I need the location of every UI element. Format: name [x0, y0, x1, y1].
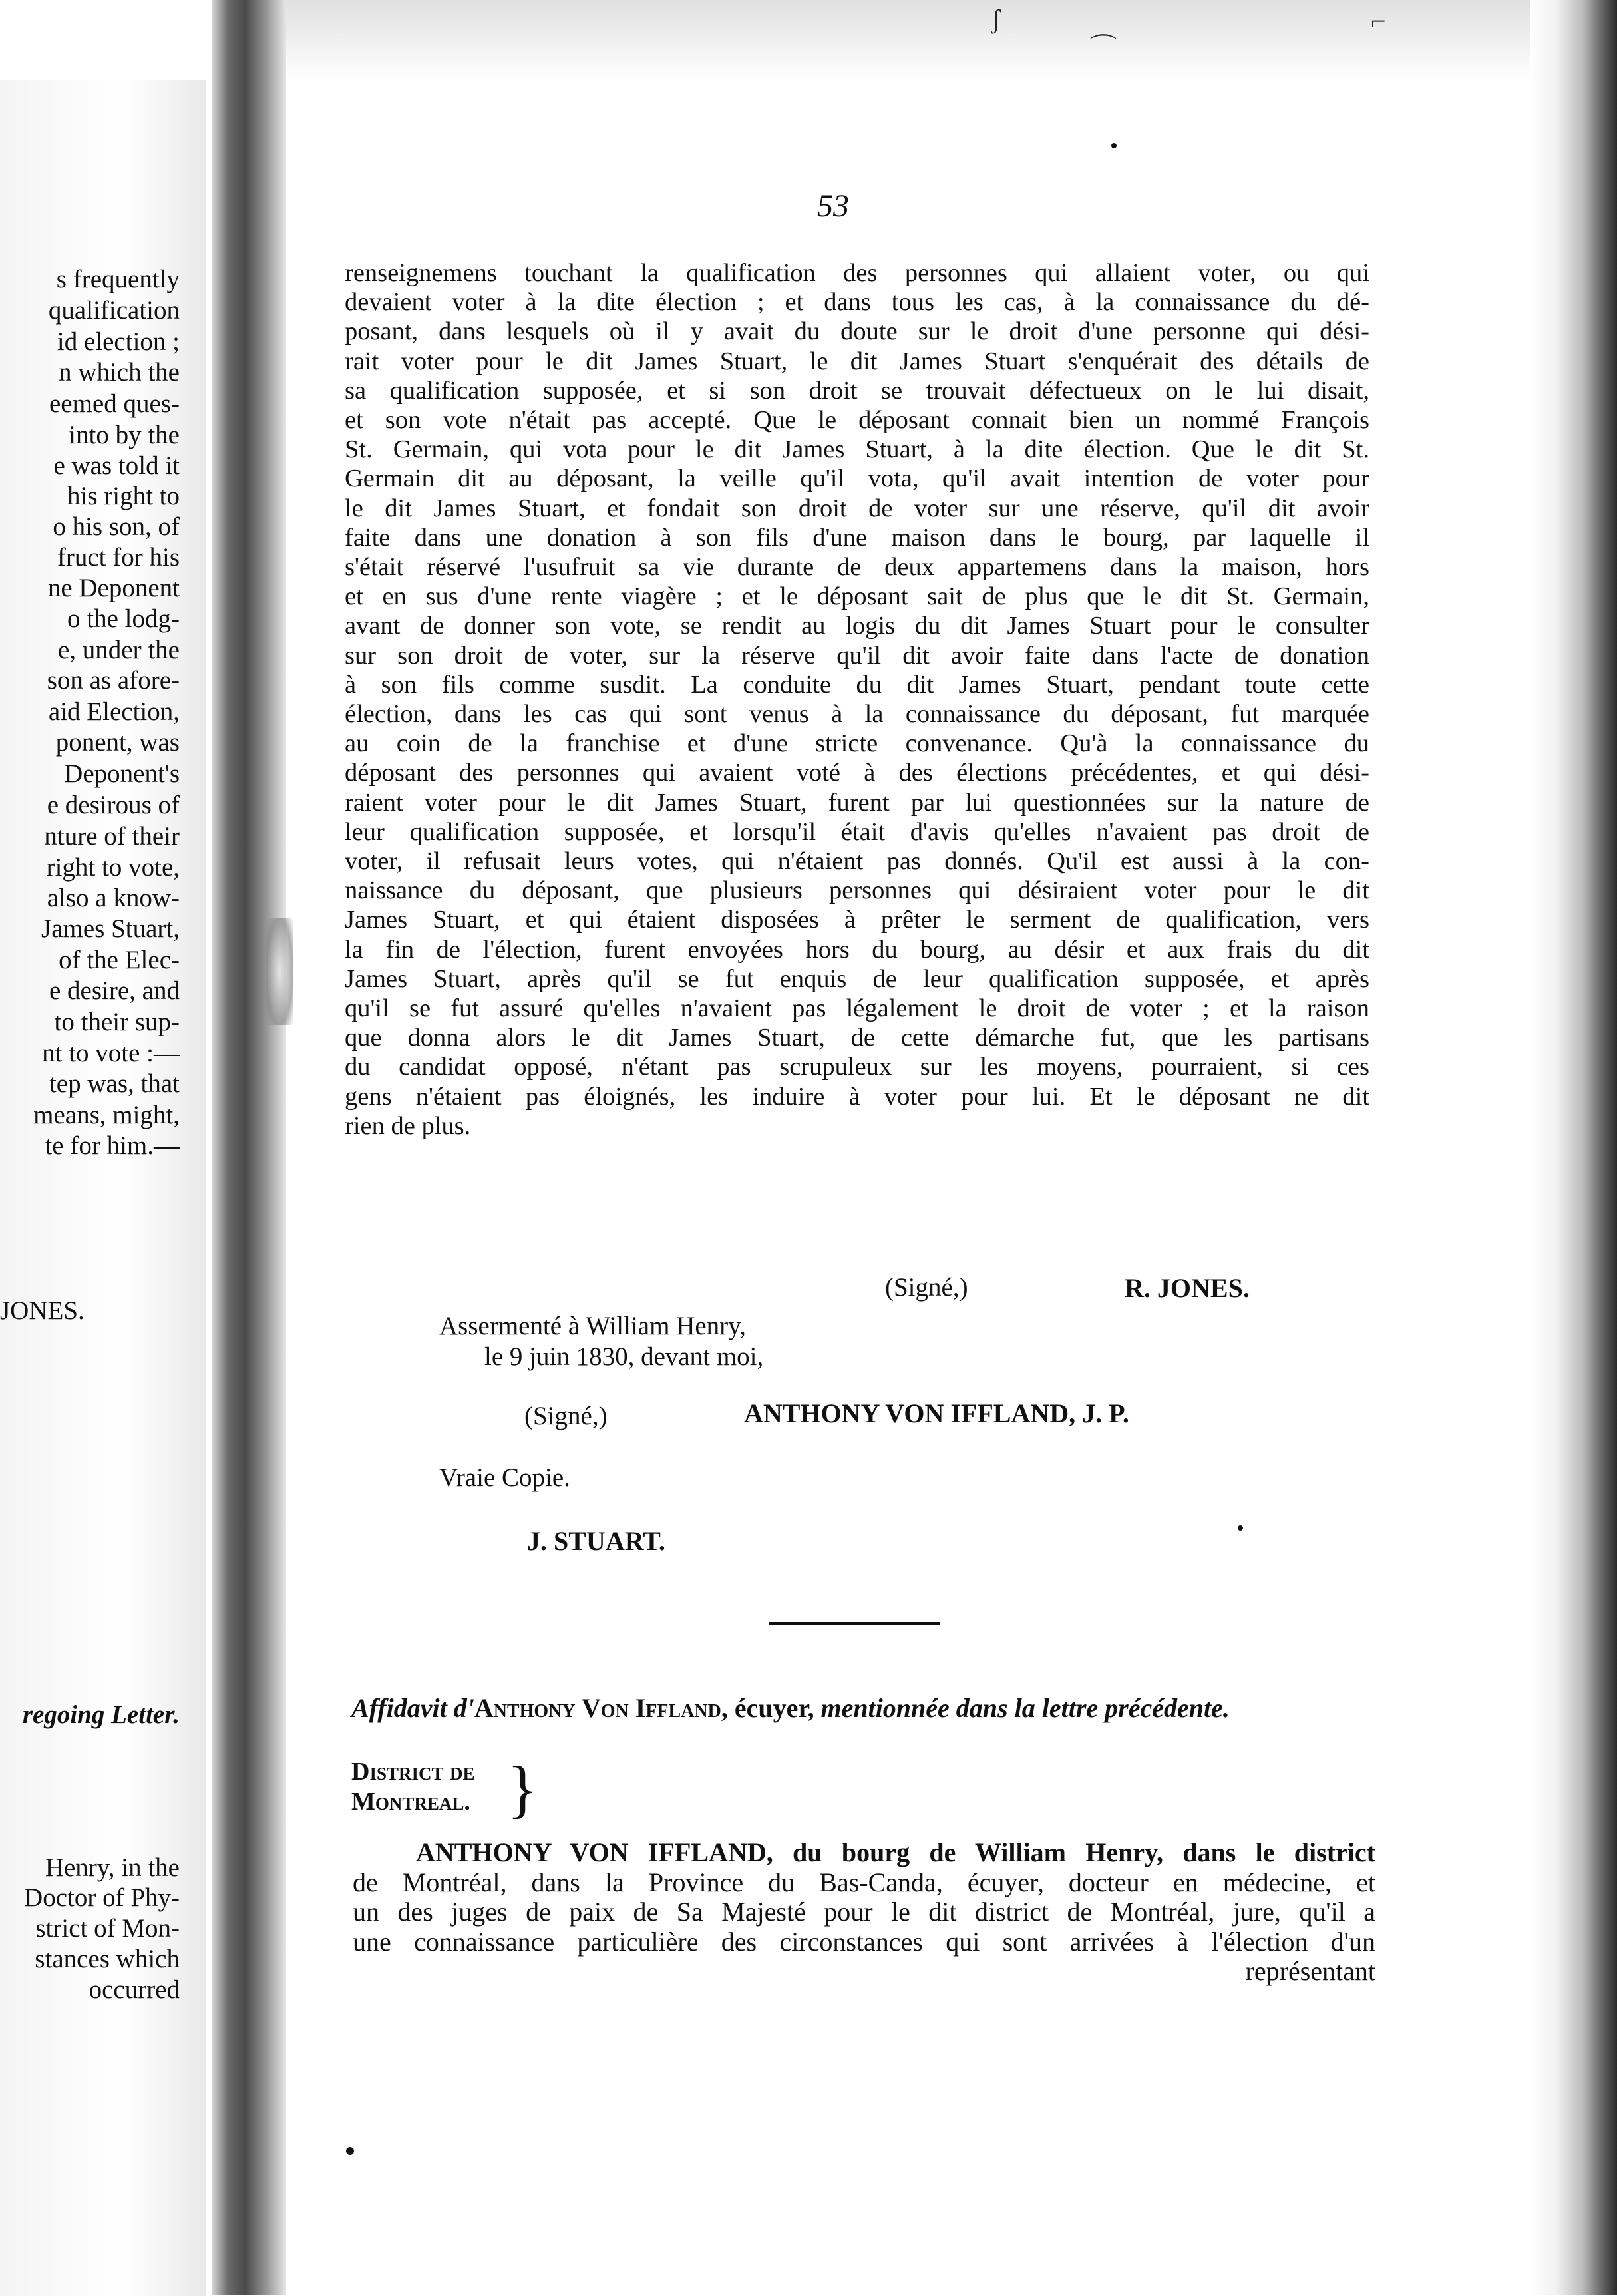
pencil-mark-icon: ⌒	[1090, 33, 1117, 63]
left-fragment-line: to their sup-	[54, 1008, 180, 1036]
body-line: faite dans une donation à son fils d'une maison dans le bourg, par laquelle il	[345, 523, 1369, 552]
left-fragment-line: o the lodg-	[67, 604, 180, 633]
left-fragment-line: Doctor of Phy-	[24, 1883, 180, 1912]
affidavit-heading	[351, 1692, 1230, 1724]
paper-damage	[266, 918, 293, 1025]
left-fragment-heading: regoing Letter.	[22, 1700, 180, 1729]
affidavit-line: de Montréal, dans la Province du Bas-Canda, écuyer, docteur en médecine, et	[353, 1867, 1375, 1897]
left-fragment-line: also a know-	[47, 884, 180, 912]
signe-label-2: (Signé,)	[524, 1402, 608, 1430]
body-line: James Stuart, et qui étaient disposées à prêter le serment de qualification, vers	[345, 906, 1369, 934]
left-fragment-line: e desire, and	[49, 976, 180, 1005]
body-line: sa qualification supposée, et si son droit se trouvait défectueux on le lui disait,	[345, 376, 1369, 405]
body-line: gens n'étaient pas éloignés, les induire à voter pour lui. Et le déposant ne dit	[345, 1082, 1369, 1111]
left-fragment-line: o his son, of	[53, 512, 180, 541]
sworn-line-2: le 9 juin 1830, devant moi,	[484, 1342, 764, 1371]
heading-name: Anthony Von Iffland,	[474, 1693, 728, 1723]
affidavit-body	[353, 1838, 1375, 1987]
body-line: avant de donner son vote, se rendit au logis du dit James Stuart pour le consulter	[345, 612, 1369, 640]
left-fragment-line: e was told it	[53, 451, 180, 480]
pencil-mark-icon: ʃ	[991, 4, 1001, 34]
body-line: et son vote n'était pas accepté. Que le déposant connait bien un nommé François	[345, 406, 1369, 435]
left-fragment-line: e, under the	[57, 636, 180, 664]
left-fragment-line: of the Elec-	[59, 946, 180, 974]
body-line: s'était réservé l'usufruit sa vie durante de deux appartemens dans la maison, hors	[345, 553, 1369, 582]
body-line: voter, il refusait leurs votes, qui n'étaient pas donnés. Qu'il est aussi à la con-	[345, 847, 1369, 876]
left-fragment-line: qualification	[48, 296, 180, 325]
page-number: 53	[817, 188, 849, 224]
body-line: et en sus d'une rente viagère ; et le déposant sait de plus que le dit St. Germain,	[345, 582, 1369, 611]
copy-label: Vraie Copie.	[439, 1463, 570, 1492]
left-fragment-line: means, might,	[33, 1101, 180, 1129]
left-fragment-line: nt to vote :—	[42, 1039, 180, 1067]
deposition-body	[345, 258, 1369, 1141]
body-line: posant, dans lesquels où il y avait du doute sur le droit d'une personne qui dési-	[345, 317, 1369, 346]
affidavit-line: une connaissance particulière des circonstances qui sont arrivées à l'élection d'un	[353, 1926, 1375, 1957]
scan-speck	[1111, 143, 1117, 148]
left-fragment-line: te for him.—	[45, 1131, 180, 1160]
body-line: renseignemens touchant la qualification des personnes qui allaient voter, ou qui	[345, 259, 1369, 287]
brace-icon: }	[507, 1753, 538, 1824]
affidavit-line: un des juges de paix de Sa Majesté pour le dit district de Montréal, jure, qu'il a	[353, 1897, 1375, 1927]
left-fragment-line: his right to	[67, 482, 180, 510]
body-line: du candidat opposé, n'étant pas scrupuleux sur les moyens, pourraient, si ces	[345, 1053, 1369, 1081]
left-fragment-line: s frequently	[56, 265, 180, 293]
body-line: que donna alors le dit James Stuart, de cette démarche fut, que les partisans	[345, 1024, 1369, 1052]
left-fragment-line: stances which	[35, 1945, 180, 1973]
sworn-line-1: Assermenté à William Henry,	[439, 1312, 746, 1340]
district-label: District de	[351, 1758, 475, 1786]
scan-speck	[1238, 1525, 1243, 1531]
left-fragment-line: n which the	[59, 358, 180, 387]
left-fragment-line: James Stuart,	[41, 914, 180, 943]
left-fragment-line: Deponent's	[64, 759, 180, 788]
heading-part-1: Affidavit d'	[351, 1693, 474, 1723]
book-gutter	[212, 0, 286, 2295]
left-fragment-line: into by the	[69, 421, 180, 449]
top-page-edge	[286, 0, 1530, 80]
body-line: rien de plus.	[345, 1111, 471, 1140]
left-fragment-line: son as afore-	[47, 666, 180, 695]
left-fragment-line: nture of their	[44, 822, 180, 851]
body-line: le dit James Stuart, et fondait son droit de voter sur une réserve, qu'il dit avoir	[345, 494, 1369, 522]
body-line: leur qualification supposée, et lorsqu'il était d'avis qu'elles n'avaient pas droit de	[345, 817, 1369, 846]
left-fragment-line: Henry, in the	[45, 1853, 180, 1882]
left-fragment-line: right to vote,	[46, 853, 180, 882]
left-fragment-line: ne Deponent	[47, 574, 180, 602]
heading-part-2: écuyer,	[727, 1693, 814, 1723]
left-fragment-line: tep was, that	[49, 1069, 180, 1098]
body-line: qu'il se fut assuré qu'elles n'avaient pas légalement le droit de voter ; et la raison	[345, 994, 1369, 1023]
body-line: la fin de l'élection, furent envoyées hors du bourg, au désir et aux frais du dit	[345, 935, 1369, 964]
district-name: Montreal.	[351, 1788, 470, 1816]
section-divider	[769, 1622, 940, 1625]
left-fragment-line: aid Election,	[48, 697, 180, 726]
body-line: Germain dit au déposant, la veille qu'il vota, qu'il avait intention de voter pour	[345, 465, 1369, 493]
body-line: devaient voter à la dite élection ; et dans tous les cas, à la connaissance du dé-	[345, 288, 1369, 317]
left-fragment-line: eemed ques-	[49, 389, 180, 418]
affidavit-catchword: représentant	[1245, 1956, 1375, 1986]
left-fragment-line: fruct for his	[57, 543, 180, 572]
left-fragment-signer: JONES.	[0, 1296, 85, 1325]
left-fragment-line: id election ;	[57, 327, 180, 356]
signer-iffland: ANTHONY VON IFFLAND, J. P.	[744, 1398, 1129, 1428]
body-line: St. Germain, qui vota pour le dit James Stuart, à la dite élection. Que le dit St.	[345, 435, 1369, 464]
left-fragment-line: ponent, was	[55, 728, 180, 757]
left-fragment-line: e desirous of	[47, 791, 180, 819]
body-line: rait voter pour le dit James Stuart, le dit James Stuart s'enquérait des détails de	[345, 347, 1369, 375]
pencil-mark-icon: ⌐	[1371, 6, 1386, 36]
scan-speck	[346, 2147, 354, 2155]
body-line: naissance du déposant, que plusieurs personnes qui désiraient voter pour le dit	[345, 876, 1369, 905]
signer-r-jones: R. JONES.	[1125, 1273, 1250, 1303]
signe-label-1: (Signé,)	[885, 1273, 968, 1302]
body-line: déposant des personnes qui avaient voté à des élections précédentes, et qui dési-	[345, 759, 1369, 787]
left-fragment-line: strict of Mon-	[35, 1914, 180, 1943]
body-line: au coin de la franchise et d'une stricte convenance. Qu'à la connaissance du	[345, 729, 1369, 758]
copy-signer: J. STUART.	[527, 1526, 665, 1556]
affidavit-line: ANTHONY VON IFFLAND, du bourg de William Henry, dans le district	[416, 1837, 1375, 1867]
heading-part-3: mentionnée dans la lettre précédente.	[814, 1693, 1230, 1723]
body-line: James Stuart, après qu'il se fut enquis de leur qualification supposée, et après	[345, 964, 1369, 993]
body-line: sur son droit de voter, sur la réserve qu'il dit avoir faite dans l'acte de donation	[345, 641, 1369, 670]
body-line: à son fils comme susdit. La conduite du dit James Stuart, pendant toute cette	[345, 670, 1369, 699]
right-page-edge	[1530, 0, 1617, 2295]
body-line: élection, dans les cas qui sont venus à la connaissance du déposant, fut marquée	[345, 700, 1369, 729]
body-line: raient voter pour le dit James Stuart, furent par lui questionnées sur la nature de	[345, 788, 1369, 817]
left-fragment-line: occurred	[89, 1975, 180, 2004]
